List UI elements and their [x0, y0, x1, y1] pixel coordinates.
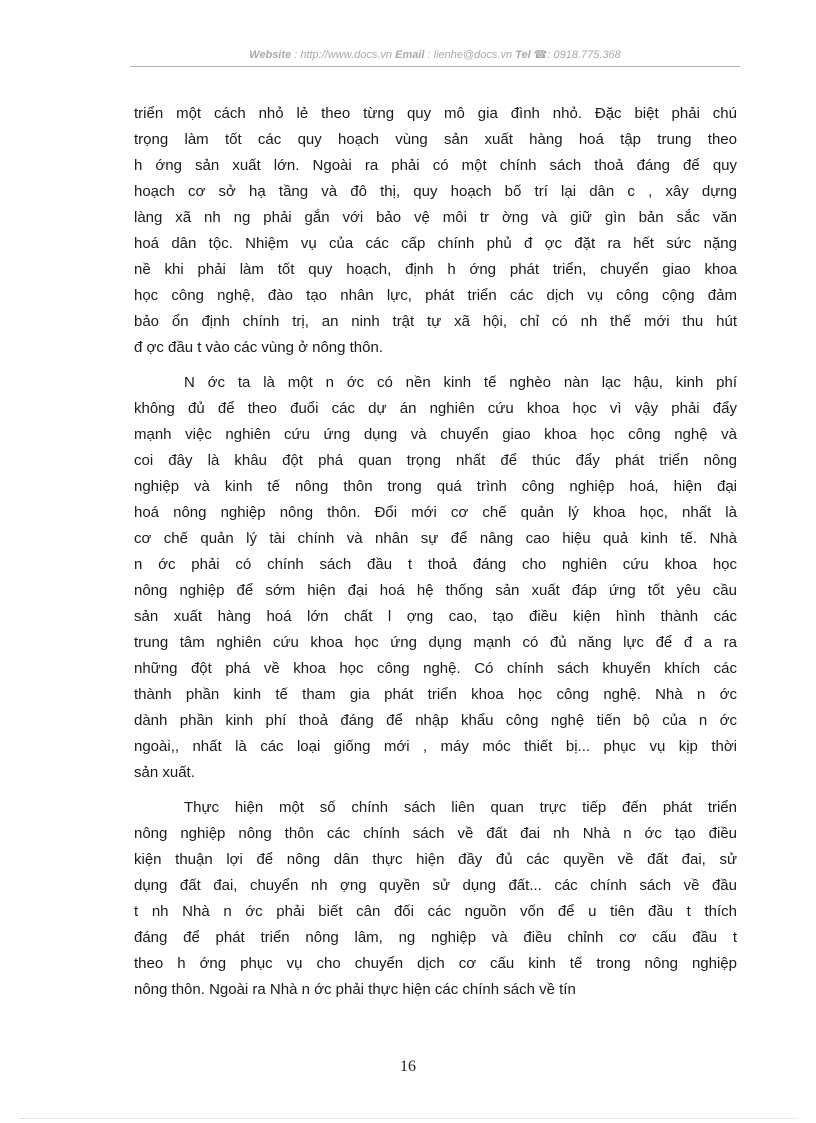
paragraph-line: kiện thuận lợi để nông dân thực hiện đầy đủ các quyền về đất đai, sử — [134, 851, 737, 868]
paragraph-line: n ớc phải có chính sách đầu t thoả đáng cho nghiên cứu khoa học — [134, 556, 737, 573]
paragraph-gap — [134, 361, 737, 370]
paragraph-line: mạnh việc nghiên cứu ứng dụng và chuyển giao khoa học công nghệ và — [134, 426, 737, 443]
paragraph-line: Thực hiện một số chính sách liên quan trực tiếp đến phát triển — [184, 799, 737, 816]
paragraph-line: hoá dân tộc. Nhiệm vụ của các cấp chính phủ đ ợc đặt ra hết sức nặng — [134, 235, 737, 252]
paragraph-line: sản xuất. — [134, 764, 195, 781]
paragraph-line: làng xã nh ng phải gắn với bảo vệ môi tr ờng và giữ gìn bản sắc văn — [134, 209, 737, 226]
paragraph-line: N ớc ta là một n ớc có nền kinh tế nghèo nàn lạc hậu, kinh phí — [184, 374, 737, 391]
tel-number: 0918.775.368 — [553, 49, 621, 61]
page-header — [130, 48, 740, 66]
paragraph-line: nông nghiệp nông thôn các chính sách về đất đai nh Nhà n ớc tạo điều — [134, 825, 737, 842]
paragraph-line: hoạch cơ sở hạ tầng và đô thị, quy hoạch bố trí lại dân c , xây dựng — [134, 183, 737, 200]
header-divider — [130, 66, 740, 67]
tel-label: Tel — [515, 49, 531, 61]
paragraph-line: triển một cách nhỏ lẻ theo từng quy mô gia đình nhỏ. Đặc biệt phải chú — [134, 105, 737, 122]
paragraph-line: sản xuất hàng hoá lớn chất l ợng cao, tạo điều kiện hình thành các — [134, 608, 737, 625]
paragraph-line: thành phần kinh tế tham gia phát triển khoa học công nghệ. Nhà n ớc — [134, 686, 737, 703]
paragraph-line: bảo ổn định chính trị, an ninh trật tự xã hội, chỉ có nh thế mới thu hút — [134, 313, 737, 330]
paragraph-line: t nh Nhà n ớc phải biết cân đối các nguồn vốn để u tiên đầu t thích — [134, 903, 737, 920]
paragraph-line: h ớng sản xuất lớn. Ngoài ra phải có một chính sách thoả đáng để quy — [134, 157, 737, 174]
paragraph-line: trọng làm tốt các quy hoạch vùng sản xuất hàng hoá tập trung theo — [134, 131, 737, 148]
paragraph-line: dành phần kinh phí thoả đáng để nhập khẩu công nghệ tiến bộ của n ớc — [134, 712, 737, 729]
paragraph-line: nề khi phải làm tốt quy hoạch, định h ớng phát triển, chuyển giao khoa — [134, 261, 737, 278]
website-url: http://www.docs.vn — [300, 49, 393, 61]
paragraph-line: trung tâm nghiên cứu khoa học ứng dụng mạnh có đủ năng lực để đ a ra — [134, 634, 737, 651]
paragraph-line: coi đây là khâu đột phá quan trọng nhất để thúc đẩy phát triển nông — [134, 452, 737, 469]
footer-divider — [20, 1118, 796, 1119]
phone-icon: ☎: — [530, 49, 554, 61]
paragraph — [134, 795, 737, 1003]
paragraph — [134, 101, 737, 361]
website-separator: : — [291, 49, 301, 61]
email-address: lienhe@docs.vn — [433, 49, 513, 61]
paragraph-line: những đột phá về khoa học công nghệ. Có chính sách khuyến khích các — [134, 660, 737, 677]
paragraph-line: hoá nông nghiệp nông thôn. Đổi mới cơ chế quản lý khoa học, nhất là — [134, 504, 737, 521]
paragraph — [134, 370, 737, 786]
document-body — [134, 101, 737, 1003]
paragraph-line: nông nghiệp để sớm hiện đại hoá hệ thống sản xuất đáp ứng tốt yêu cầu — [134, 582, 737, 599]
paragraph-line: dụng đất đai, chuyển nh ợng quyền sử dụng đất... các chính sách về đầu — [134, 877, 737, 894]
paragraph-line: nông thôn. Ngoài ra Nhà n ớc phải thực hiện các chính sách về tín — [134, 981, 576, 998]
paragraph-line: học công nghệ, đào tạo nhân lực, phát triển các dịch vụ công cộng đảm — [134, 287, 737, 304]
paragraph-line: theo h ớng phục vụ cho chuyển dịch cơ cấu kinh tế trong nông nghiệp — [134, 955, 737, 972]
page-number: 16 — [400, 1058, 416, 1075]
paragraph-line: cơ chế quản lý tài chính và nhân sự để nâng cao hiệu quả kinh tế. Nhà — [134, 530, 737, 547]
email-separator: : — [424, 49, 434, 61]
email-label: Email — [395, 49, 425, 61]
paragraph-gap — [134, 786, 737, 795]
paragraph-line: nghiệp và kinh tế nông thôn trong quá trình công nghiệp hoá, hiện đại — [134, 478, 737, 495]
paragraph-line: ngoài,, nhất là các loại giống mới , máy móc thiết bị... phục vụ kịp thời — [134, 738, 737, 755]
website-label: Website — [249, 49, 292, 61]
paragraph-line: đáng để phát triển nông lâm, ng nghiệp và điều chỉnh cơ cấu đầu t — [134, 929, 737, 946]
paragraph-line: đ ợc đầu t vào các vùng ở nông thôn. — [134, 339, 384, 356]
paragraph-line: không đủ để theo đuổi các dự án nghiên cứu khoa học vì vậy phải đẩy — [134, 400, 737, 417]
